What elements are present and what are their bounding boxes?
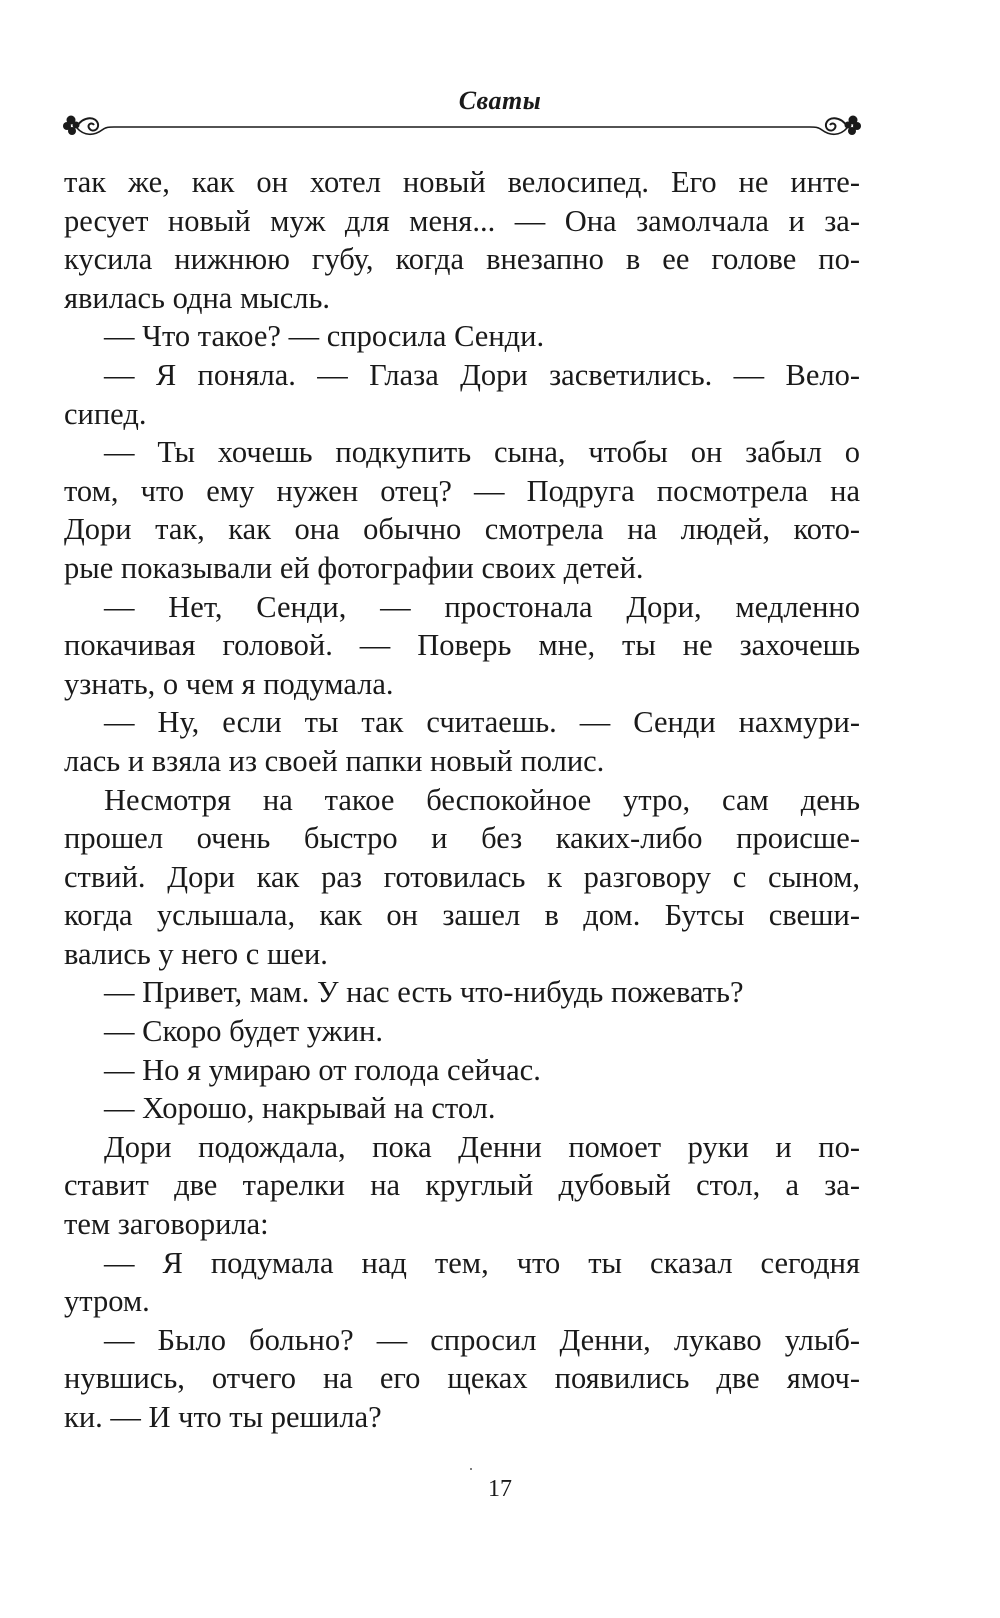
text-line: покачивая головой. — Поверь мне, ты не захочешь <box>64 628 860 663</box>
text-line: — Было больно? — спросил Денни, лукаво улыб- <box>104 1322 860 1357</box>
floral-ornament-left-icon <box>63 116 114 136</box>
text-line: утром. <box>64 1284 150 1319</box>
text-line: том, что ему нужен отец? — Подруга посмотрела на <box>64 473 860 508</box>
text-line: ставит две тарелки на круглый дубовый стол, а за- <box>64 1168 860 1203</box>
header-rule <box>62 106 862 146</box>
text-line: — Нет, Сенди, — простонала Дори, медленно <box>104 589 860 624</box>
text-line: вались у него с шеи. <box>64 936 328 971</box>
text-line: так же, как он хотел новый велосипед. Его не инте- <box>64 165 860 199</box>
text-line: — Скоро будет ужин. <box>104 1014 383 1049</box>
text-line: — Хорошо, накрывай на стол. <box>104 1091 496 1126</box>
text-line: ресует новый муж для меня... — Она замолчала и за- <box>64 203 860 238</box>
text-line: — Ну, если ты так считаешь. — Сенди нахмури- <box>104 705 860 740</box>
text-line: Дори так, как она обычно смотрела на людей, кото- <box>64 512 860 547</box>
text-line: когда услышала, как он зашел в дом. Бутсы свеши- <box>64 898 860 933</box>
text-line: — Я подумала над тем, что ты сказал сегодня <box>104 1245 860 1280</box>
floral-ornament-right-icon <box>810 116 861 136</box>
text-line: узнать, о чем я подумала. <box>64 666 394 701</box>
running-head-title: Сваты <box>458 86 542 115</box>
text-line: лась и взяла из своей папки новый полис. <box>64 743 605 778</box>
page-number: 17 <box>488 1476 512 1502</box>
text-line: тем заговорила: <box>64 1207 269 1242</box>
text-line: — Ты хочешь подкупить сына, чтобы он забыл о <box>104 435 860 470</box>
text-line: ки. — И что ты решила? <box>64 1400 382 1434</box>
text-line: — Но я умираю от голода сейчас. <box>104 1052 541 1087</box>
text-line: рые показывали ей фотографии своих детей. <box>64 550 644 585</box>
text-line: — Привет, мам. У нас есть что-нибудь пожевать? <box>104 975 744 1010</box>
text-line: Дори подождала, пока Денни помоет руки и по- <box>104 1129 860 1164</box>
text-line: — Что такое? — спросила Сенди. <box>104 319 545 354</box>
text-line: — Я поняла. — Глаза Дори засветились. — Вело- <box>104 357 860 392</box>
text-line: кусила нижнюю губу, когда внезапно в ее голове по- <box>64 242 860 277</box>
text-line: сипед. <box>64 396 147 431</box>
text-line: ствий. Дори как раз готовилась к разговору с сыном, <box>64 859 860 894</box>
text-line: Несмотря на такое беспокойное утро, сам день <box>104 782 860 817</box>
stray-dot <box>470 1468 472 1470</box>
text-line: явилась одна мысль. <box>64 280 331 315</box>
text-line: прошел очень быстро и без каких-либо происше- <box>64 821 860 856</box>
text-line: нувшись, отчего на его щеках появились две ямоч- <box>64 1361 860 1396</box>
body-text <box>64 163 860 1437</box>
